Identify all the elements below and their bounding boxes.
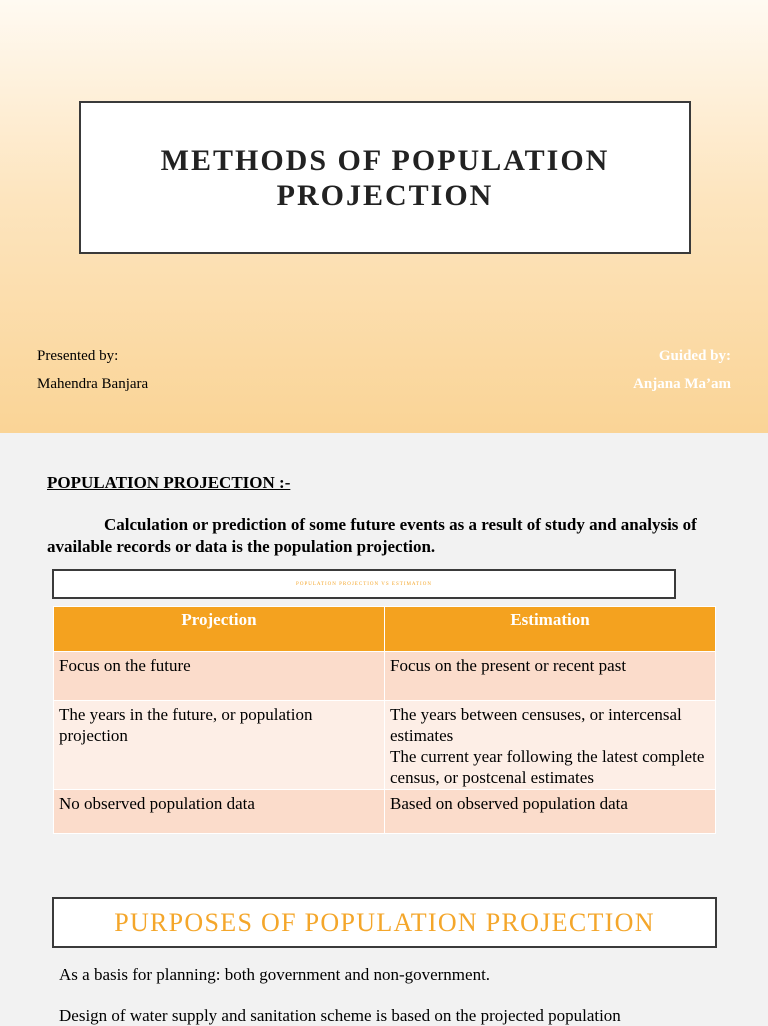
purposes-title-box [52,897,717,948]
table-row [54,701,716,790]
guide-name: Anjana Ma’am [633,376,731,392]
header-estimation: Estimation [385,607,716,652]
definition-paragraph: Calculation or prediction of some future events as a result of study and analysis of available records or data is the population projection. [47,515,697,556]
table-row [54,652,716,701]
title-line-2: PROJECTION [276,178,494,212]
cell-text: No observed population data [59,794,255,813]
cell-text: The current year following the latest complete census, or postcenal estimates [390,747,705,787]
table-cell-projection [54,701,385,790]
purpose-item: Design of water supply and sanitation scheme is based on the projected population [59,1006,621,1025]
title-box [79,101,691,254]
title-slide [0,0,768,433]
caption-text: POPULATION PROJECTION VS ESTIMATION [296,581,432,587]
title-line-1: METHODS OF POPULATION [160,143,610,177]
purpose-item: As a basis for planning: both government and non-government. [59,965,491,984]
table-cell-projection [54,790,385,834]
table-cell-estimation [385,652,716,701]
cell-text: Focus on the future [59,656,191,675]
header-projection: Projection [54,607,385,652]
comparison-table [53,606,716,834]
table-header-row [54,607,716,652]
presentation-title [125,143,645,213]
cell-text: Based on observed population data [390,794,628,813]
table-cell-estimation [385,701,716,790]
cell-text: Focus on the present or recent past [390,656,627,675]
table-cell-estimation [385,790,716,834]
table-cell-projection [54,652,385,701]
cell-text: The years in the future, or population projection [59,705,313,745]
table-row [54,790,716,834]
purposes-title: PURPOSES OF POPULATION PROJECTION [114,907,655,937]
caption-box [52,569,676,599]
presented-by-label: Presented by: [37,348,119,364]
guided-by-label: Guided by: [658,348,731,364]
cell-text: The years between censuses, or intercensal estimates [390,705,682,745]
presenter-name: Mahendra Banjara [37,376,149,392]
section-heading: POPULATION PROJECTION :- [47,473,291,492]
